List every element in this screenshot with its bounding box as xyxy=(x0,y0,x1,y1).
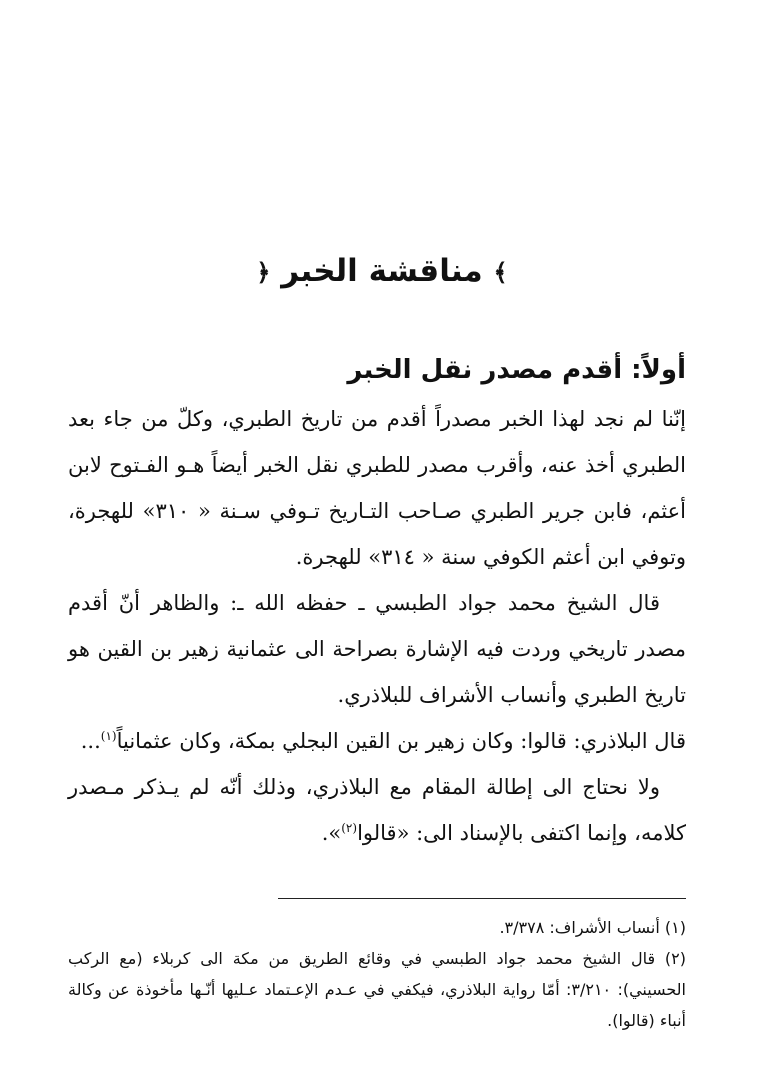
paragraph-3 xyxy=(68,718,686,764)
body-text xyxy=(68,396,686,856)
footnote-2: (٢) قال الشيخ محمد جواد الطبسي في وقائع الطريق من مكة الى كربلاء (مع الركب الحسيني): ٣/٢١٠: أمّا رواية البلاذري، فيكفي في عـدم الإعـتماد عـليها أنّـها مأخوذة عن وكالة أنباء (قالوا). xyxy=(68,949,687,1030)
section-heading: أولاً: أقدم مصدر نقل الخبر xyxy=(347,355,686,385)
paragraph-4-tail: ». xyxy=(321,821,342,845)
paragraph-4 xyxy=(68,764,686,856)
paragraph-2: قال الشيخ محمد جواد الطبسي ـ حفظه الله ـ: والظاهر أنّ أقدم مصدر تاريخي وردت فيه الإشارة بصراحة الى عثمانية زهير بن القين هو تاريخ الطبري وأنساب الأشراف للبلاذري. xyxy=(68,591,686,707)
ornament-left-icon: ﴿ xyxy=(256,258,271,287)
chapter-title-text: مناقشة الخبر xyxy=(281,253,483,289)
paragraph-3-text: قال البلاذري: قالوا: وكان زهير بن القين البجلي بمكة، وكان عثمانياً xyxy=(116,729,686,753)
paragraph-1: إنّنا لم نجد لهذا الخبر مصدراً أقدم من تاريخ الطبري، وكلّ من جاء بعد الطبري أخذ عنه، وأقرب مصدر للطبري نقل الخبر أيضاً هـو الفـتوح لابن أعثم، فابن جرير الطبري صـاحب التـاريخ تـوفي سـنة « ٣١٠» للهجرة، وتوفي ابن أعثم الكوفي سنة « ٣١٤» للهجرة. xyxy=(68,407,686,569)
footnote-ref-1[interactable]: (١) xyxy=(100,729,117,743)
footnote-ref-2[interactable]: (٢) xyxy=(341,821,358,835)
chapter-title xyxy=(0,248,764,296)
footnote-divider xyxy=(278,898,686,899)
footnote-1: (١) أنساب الأشراف: ٣/٣٧٨. xyxy=(499,918,686,937)
ornament-right-icon: ﴾ xyxy=(493,258,508,287)
footnotes xyxy=(68,912,686,1036)
paragraph-4-text: ولا نحتاج الى إطالة المقام مع البلاذري، وذلك أنّه لم يـذكر مـصدر كلامه، وإنما اكتفى بالإسناد الى: «قالوا xyxy=(68,775,686,845)
paragraph-3-tail: ... xyxy=(80,729,101,753)
